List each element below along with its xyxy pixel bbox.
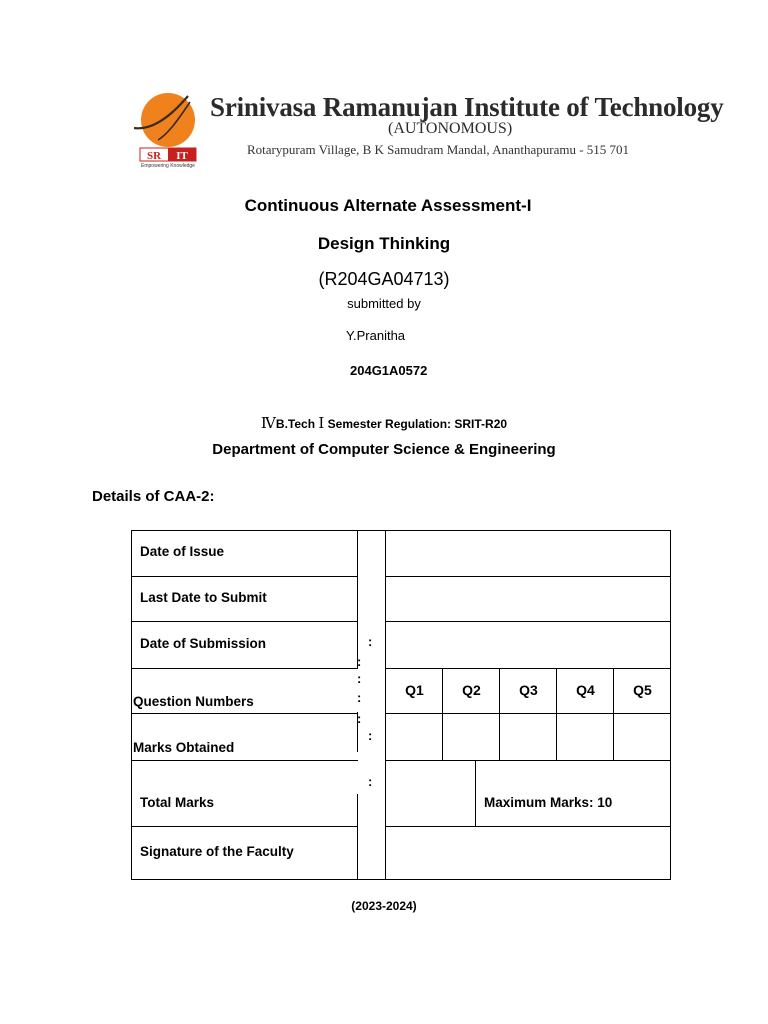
logo-tagline: Empowering Knowledge [141, 163, 195, 169]
course-name: Design Thinking [317, 234, 451, 253]
row-sep [385, 760, 671, 761]
question-header-q3: Q3 [519, 682, 538, 698]
colon-col-left [357, 530, 358, 668]
logo-text-right: IT [176, 150, 188, 162]
question-header-q2: Q2 [462, 682, 481, 698]
colon-col-right [385, 530, 386, 880]
semester-line [0, 414, 768, 432]
colon: : [368, 774, 373, 789]
student-name: Y.Pranitha [346, 328, 406, 343]
row-sep [131, 760, 358, 761]
row-sep [385, 826, 671, 827]
row-sep [131, 576, 358, 577]
colon-col-left-c [357, 794, 358, 880]
institute-name: Srinivasa Ramanujan Institute of Technology [210, 92, 724, 122]
department: Department of Computer Science & Engineering [212, 441, 556, 458]
row-label-date-of-issue: Date of Issue [140, 544, 225, 559]
colon: : [357, 711, 362, 726]
table-border-right [670, 530, 671, 880]
row-sep [131, 713, 358, 714]
details-heading: Details of CAA-2: [92, 488, 215, 505]
maximum-marks: Maximum Marks: 10 [484, 795, 613, 810]
course-code: (R204GA04713) [318, 269, 450, 289]
submitted-by-label: submitted by [347, 296, 421, 311]
year-numeral: Ⅳ [260, 414, 276, 432]
row-sep [385, 576, 671, 577]
row-label-date-of-submission: Date of Submission [140, 636, 267, 651]
total-marks-sep [475, 760, 476, 827]
semester-regulation: Semester Regulation: SRIT-R20 [327, 417, 508, 431]
row-label-last-date: Last Date to Submit [140, 590, 267, 605]
roll-number: 204G1A0572 [350, 363, 428, 378]
colon: : [357, 654, 362, 669]
semester-numeral: Ⅰ [318, 414, 325, 432]
row-sep [131, 826, 358, 827]
row-label-question-numbers: Question Numbers [133, 694, 254, 709]
program: B.Tech [275, 417, 316, 431]
colon: : [368, 634, 373, 649]
row-sep [131, 621, 358, 622]
logo-text-left: SR [146, 150, 162, 162]
row-sep [131, 668, 358, 669]
question-header-q1: Q1 [405, 682, 424, 698]
institute-status: (AUTONOMOUS) [388, 120, 513, 137]
question-header-q4: Q4 [576, 682, 595, 698]
table-border-left [131, 530, 132, 880]
colon: : [357, 690, 362, 705]
row-sep [385, 713, 671, 714]
colon: : [357, 671, 362, 686]
row-sep [385, 621, 671, 622]
institute-address: Rotarypuram Village, B K Samudram Mandal, Ananthapuramu - 515 701 [247, 142, 630, 157]
row-label-marks-obtained: Marks Obtained [133, 740, 235, 755]
row-label-total-marks: Total Marks [140, 795, 215, 810]
table-border-bottom [131, 879, 671, 880]
colon: : [368, 728, 373, 743]
institute-logo [128, 90, 208, 170]
assessment-title: Continuous Alternate Assessment-I [244, 196, 532, 215]
table-border-top [131, 530, 671, 531]
question-header-q5: Q5 [633, 682, 652, 698]
row-sep [385, 668, 671, 669]
row-label-signature: Signature of the Faculty [140, 844, 294, 859]
academic-year: (2023-2024) [351, 899, 417, 913]
